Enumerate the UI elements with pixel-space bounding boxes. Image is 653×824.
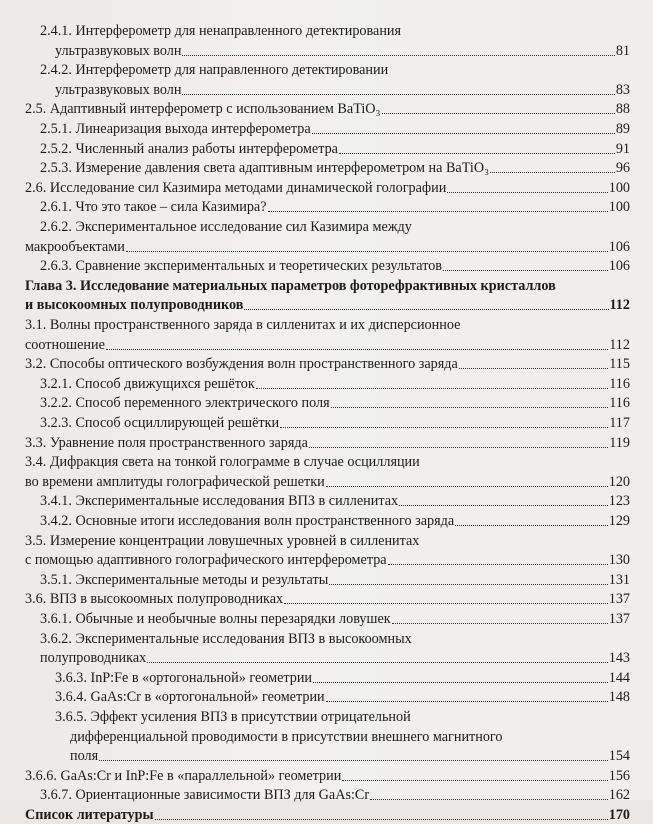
toc-entry-page: 137 xyxy=(608,611,630,627)
toc-entry[interactable] xyxy=(25,551,630,569)
leader-dots xyxy=(326,473,608,487)
toc-entry-number: 3.6. xyxy=(25,591,47,608)
toc-entry-number: 2.6.2. xyxy=(40,219,72,235)
toc-entry-title: с помощью адаптивного голографического интерферометра xyxy=(25,552,387,569)
toc-entry-page: 115 xyxy=(609,356,630,373)
toc-entry-number: 3.6.7. xyxy=(40,787,76,804)
toc-entry-number: 3.5. xyxy=(25,532,47,549)
toc-entry-number: 3.4. xyxy=(25,454,47,471)
toc-entry-page: 123 xyxy=(608,493,630,510)
leader-dots xyxy=(309,434,608,448)
toc-entry-title: Основные итоги исследования волн пространственного заряда xyxy=(75,513,455,529)
leader-dots xyxy=(329,571,607,585)
toc-entry-number: 3.3. xyxy=(25,434,47,451)
toc-entry[interactable] xyxy=(40,140,630,158)
toc-entry-number: 2.5.2. xyxy=(40,140,72,157)
toc-entry[interactable] xyxy=(40,159,630,177)
toc-entry[interactable] xyxy=(25,336,630,354)
toc-entry-page: 100 xyxy=(608,199,630,216)
toc-entry-page: 117 xyxy=(609,415,630,431)
toc-entry-number: 2.4.2. xyxy=(40,62,72,79)
toc-entry-title: Способ осциллирующей решётки xyxy=(75,415,280,431)
toc-entry-page: 112 xyxy=(609,297,630,314)
toc-entry-title: Интерферометр для направленного детектировании xyxy=(75,62,389,79)
toc-entry-number: 2.5.3. xyxy=(40,160,72,177)
toc-entry-title: Уравнение поля пространственного заряда xyxy=(49,434,308,451)
toc-entry-title: Сравнение экспериментальных и теоретических результатов xyxy=(75,258,443,275)
toc-entry-page: 137 xyxy=(608,591,630,608)
toc-entry-page: 83 xyxy=(615,81,630,98)
leader-dots xyxy=(382,100,615,114)
leader-dots xyxy=(342,767,607,781)
toc-entry[interactable] xyxy=(40,571,630,589)
toc-entry-page: 130 xyxy=(608,552,630,569)
toc-entry-number: 2.6.1. xyxy=(40,199,72,216)
toc-entry-page: 106 xyxy=(608,238,630,255)
toc-entry-title: дифференциальной проводимости в присутствии внешнего магнитного xyxy=(70,728,503,745)
toc-entry-title: полупроводниках xyxy=(40,650,147,667)
leader-dots xyxy=(388,551,608,565)
toc-entry[interactable] xyxy=(40,414,630,432)
toc-entry-number: 3.6.1. xyxy=(40,611,72,627)
toc-entry-page: 170 xyxy=(608,807,630,823)
toc-entry-page: 88 xyxy=(615,101,630,118)
toc-entry[interactable] xyxy=(25,434,630,452)
leader-dots xyxy=(490,159,615,173)
toc-entry-number: 2.4.1. xyxy=(40,23,72,39)
toc-entry[interactable] xyxy=(70,747,630,765)
toc-entry[interactable] xyxy=(55,669,630,687)
toc-entry-title: Что это такое – сила Казимира? xyxy=(75,199,267,216)
toc-entry-title: Измерение концентрации ловушечных уровней в силленитах xyxy=(49,532,420,549)
toc-entry-page: 116 xyxy=(609,395,630,412)
leader-dots xyxy=(331,394,609,408)
toc-entry-number: 2.5. xyxy=(25,101,47,118)
leader-dots xyxy=(339,140,615,154)
toc-entry-page: 106 xyxy=(608,258,630,275)
toc-entry-title: и высокоомных полупроводников xyxy=(25,297,244,314)
toc-entry-title: Экспериментальные исследования ВПЗ в силленитах xyxy=(75,493,399,510)
leader-dots xyxy=(370,786,608,800)
toc-entry[interactable] xyxy=(55,81,630,99)
toc-entry[interactable] xyxy=(25,590,630,608)
toc-entry-number: 3.5.1. xyxy=(40,571,72,588)
leader-dots xyxy=(326,688,608,702)
toc-entry-number: 3.6.5. xyxy=(55,709,87,725)
toc-entry-title: GaAs:Cr и InP:Fe в «параллельной» геометрии xyxy=(60,767,342,784)
toc-entry-title: Экспериментальные методы и результаты xyxy=(75,571,329,588)
toc-entry-line xyxy=(70,728,502,746)
leader-dots xyxy=(399,492,608,506)
toc-entry-number: 2.5.1. xyxy=(40,121,72,137)
toc-entry-page: 89 xyxy=(615,121,630,137)
toc-entry-page: 162 xyxy=(608,787,630,804)
toc-entry-title: Ориентационные зависимости ВПЗ для GaAs:Cr xyxy=(75,787,370,804)
toc-entry-page: 96 xyxy=(615,160,630,177)
toc-entry[interactable] xyxy=(40,492,630,510)
toc-entry-number: 3.6.4. xyxy=(55,689,87,706)
toc-entry[interactable] xyxy=(55,42,630,60)
toc-entry[interactable] xyxy=(25,767,630,785)
leader-dots xyxy=(99,747,608,761)
leader-dots xyxy=(312,120,615,134)
toc-entry-page: 144 xyxy=(608,669,630,686)
toc-entry-line xyxy=(40,630,412,648)
toc-entry[interactable] xyxy=(40,257,630,275)
toc-entry-page: 129 xyxy=(608,513,630,529)
toc-entry-number: 2.6. xyxy=(25,179,47,196)
toc-entry-line xyxy=(40,61,388,79)
toc-entry-title: Исследование материальных параметров фоторефрактивных кристаллов xyxy=(79,277,556,294)
toc-entry-page: 154 xyxy=(608,748,630,765)
toc-entry[interactable] xyxy=(40,375,630,393)
toc-entry-number: Глава 3. xyxy=(25,277,77,294)
toc-entry[interactable] xyxy=(40,649,630,667)
leader-dots xyxy=(155,806,608,820)
leader-dots xyxy=(126,238,608,252)
toc-entry-title: ультразвуковых волн xyxy=(55,81,182,98)
toc-entry-title: Способ движущихся решёток xyxy=(75,375,255,392)
toc-entry-title: Линеаризация выхода интерферометра xyxy=(75,121,311,137)
toc-entry-title: Экспериментальное исследование сил Казимира между xyxy=(75,219,412,235)
toc-entry[interactable] xyxy=(40,394,630,412)
toc-entry-title: Экспериментальные исследования ВПЗ в высокоомных xyxy=(75,630,412,647)
leader-dots xyxy=(106,336,608,350)
toc-entry-line xyxy=(25,532,419,550)
toc-entry[interactable] xyxy=(25,473,630,491)
toc-entry[interactable] xyxy=(40,610,630,628)
toc-entry-page: 100 xyxy=(608,179,630,196)
leader-dots xyxy=(455,512,608,526)
toc-entry-number: 3.2.1. xyxy=(40,375,72,392)
toc-entry-line xyxy=(55,708,411,726)
toc-entry-page: 120 xyxy=(608,473,630,490)
leader-dots xyxy=(147,649,608,663)
toc-entry[interactable] xyxy=(25,806,630,824)
toc-entry-title: ультразвуковых волн xyxy=(55,42,182,59)
toc-entry-title: Измерение давления света адаптивным интерферометром на BaTiO₃ xyxy=(75,160,490,177)
toc-entry-title: соотношение xyxy=(25,336,105,353)
leader-dots xyxy=(268,198,608,212)
toc-entry-title: Волны пространственного заряда в силленитах и их дисперсионное xyxy=(49,317,461,333)
toc-entry-page: 131 xyxy=(608,571,630,588)
toc-entry-title: Интерферометр для ненаправленного детектирования xyxy=(75,23,402,39)
toc-entry-title: Численный анализ работы интерферометра xyxy=(75,140,338,157)
toc-entry-line xyxy=(25,316,460,334)
leader-dots xyxy=(182,81,614,95)
toc-entry-page: 119 xyxy=(609,434,630,451)
toc-entry[interactable] xyxy=(40,786,630,804)
leader-dots xyxy=(280,414,608,428)
chapter-heading xyxy=(25,277,556,295)
toc-entry-title: Дифракция света на тонкой голограмме в случае осцилляции xyxy=(49,454,420,471)
toc-entry-page: 148 xyxy=(608,689,630,706)
toc-entry-page: 156 xyxy=(608,767,630,784)
toc-entry-page: 81 xyxy=(615,42,630,59)
toc-entry-number: 2.6.3. xyxy=(40,258,72,275)
toc-entry-page: 91 xyxy=(615,140,630,157)
toc-entry-page: 116 xyxy=(609,375,630,392)
toc-entry-title: Способы оптического возбуждения волн пространственного заряда xyxy=(49,356,458,373)
toc-entry[interactable] xyxy=(25,179,630,197)
toc-entry-number: 3.2.2. xyxy=(40,395,72,412)
toc-entry-number: 3.4.2. xyxy=(40,513,72,529)
toc-entry-title: InP:Fe в «ортогональной» геометрии xyxy=(90,669,313,686)
leader-dots xyxy=(459,355,608,369)
toc-entry-number: 3.2.3. xyxy=(40,415,72,431)
toc-entry-number: 3.4.1. xyxy=(40,493,72,510)
toc-entry-page: 112 xyxy=(609,336,630,353)
toc-entry-title: во времени амплитуды голографической решетки xyxy=(25,473,325,490)
toc-entry-title: Список литературы xyxy=(25,807,154,823)
toc-entry-number: 3.6.3. xyxy=(55,669,87,686)
toc-entry-title: GaAs:Cr в «ортогональной» геометрии xyxy=(90,689,325,706)
toc-entry-title: поля xyxy=(70,748,99,765)
leader-dots xyxy=(182,42,614,56)
toc-entry-line xyxy=(40,218,412,236)
toc-entry[interactable] xyxy=(25,238,630,256)
toc-entry-line xyxy=(25,453,420,471)
toc-entry-title: ВПЗ в высокоомных полупроводниках xyxy=(49,591,284,608)
toc-entry[interactable] xyxy=(25,296,630,314)
toc-entry-title: Обычные и необычные волны перезарядки ловушек xyxy=(75,611,391,627)
toc-entry-title: Способ переменного электрического поля xyxy=(75,395,330,412)
leader-dots xyxy=(447,179,607,193)
toc-entry-title: Исследование сил Казимира методами динамической голографии xyxy=(49,179,447,196)
toc-entry[interactable] xyxy=(25,355,630,373)
toc-entry-number: 3.1. xyxy=(25,317,47,333)
toc-entry[interactable] xyxy=(55,688,630,706)
toc-entry[interactable] xyxy=(40,120,630,138)
toc-entry-number: 3.6.2. xyxy=(40,630,72,647)
toc-entry[interactable] xyxy=(40,198,630,216)
leader-dots xyxy=(244,296,608,310)
leader-dots xyxy=(392,610,608,624)
toc-entry[interactable] xyxy=(25,100,630,118)
leader-dots xyxy=(443,257,608,271)
toc-entry[interactable] xyxy=(40,512,630,530)
toc-entry-page: 143 xyxy=(608,650,630,667)
toc-entry-number: 3.6.6. xyxy=(25,767,61,784)
toc-entry-title: Адаптивный интерферометр с использованием BaTiO₃ xyxy=(49,101,381,118)
toc-entry-number: 3.2. xyxy=(25,356,47,373)
leader-dots xyxy=(256,375,609,389)
leader-dots xyxy=(313,669,608,683)
toc-entry-title: Эффект усиления ВПЗ в присутствии отрицательной xyxy=(90,709,411,725)
toc-entry-title: макрообъектами xyxy=(25,238,125,255)
leader-dots xyxy=(284,590,608,604)
toc-entry-line xyxy=(40,22,401,40)
